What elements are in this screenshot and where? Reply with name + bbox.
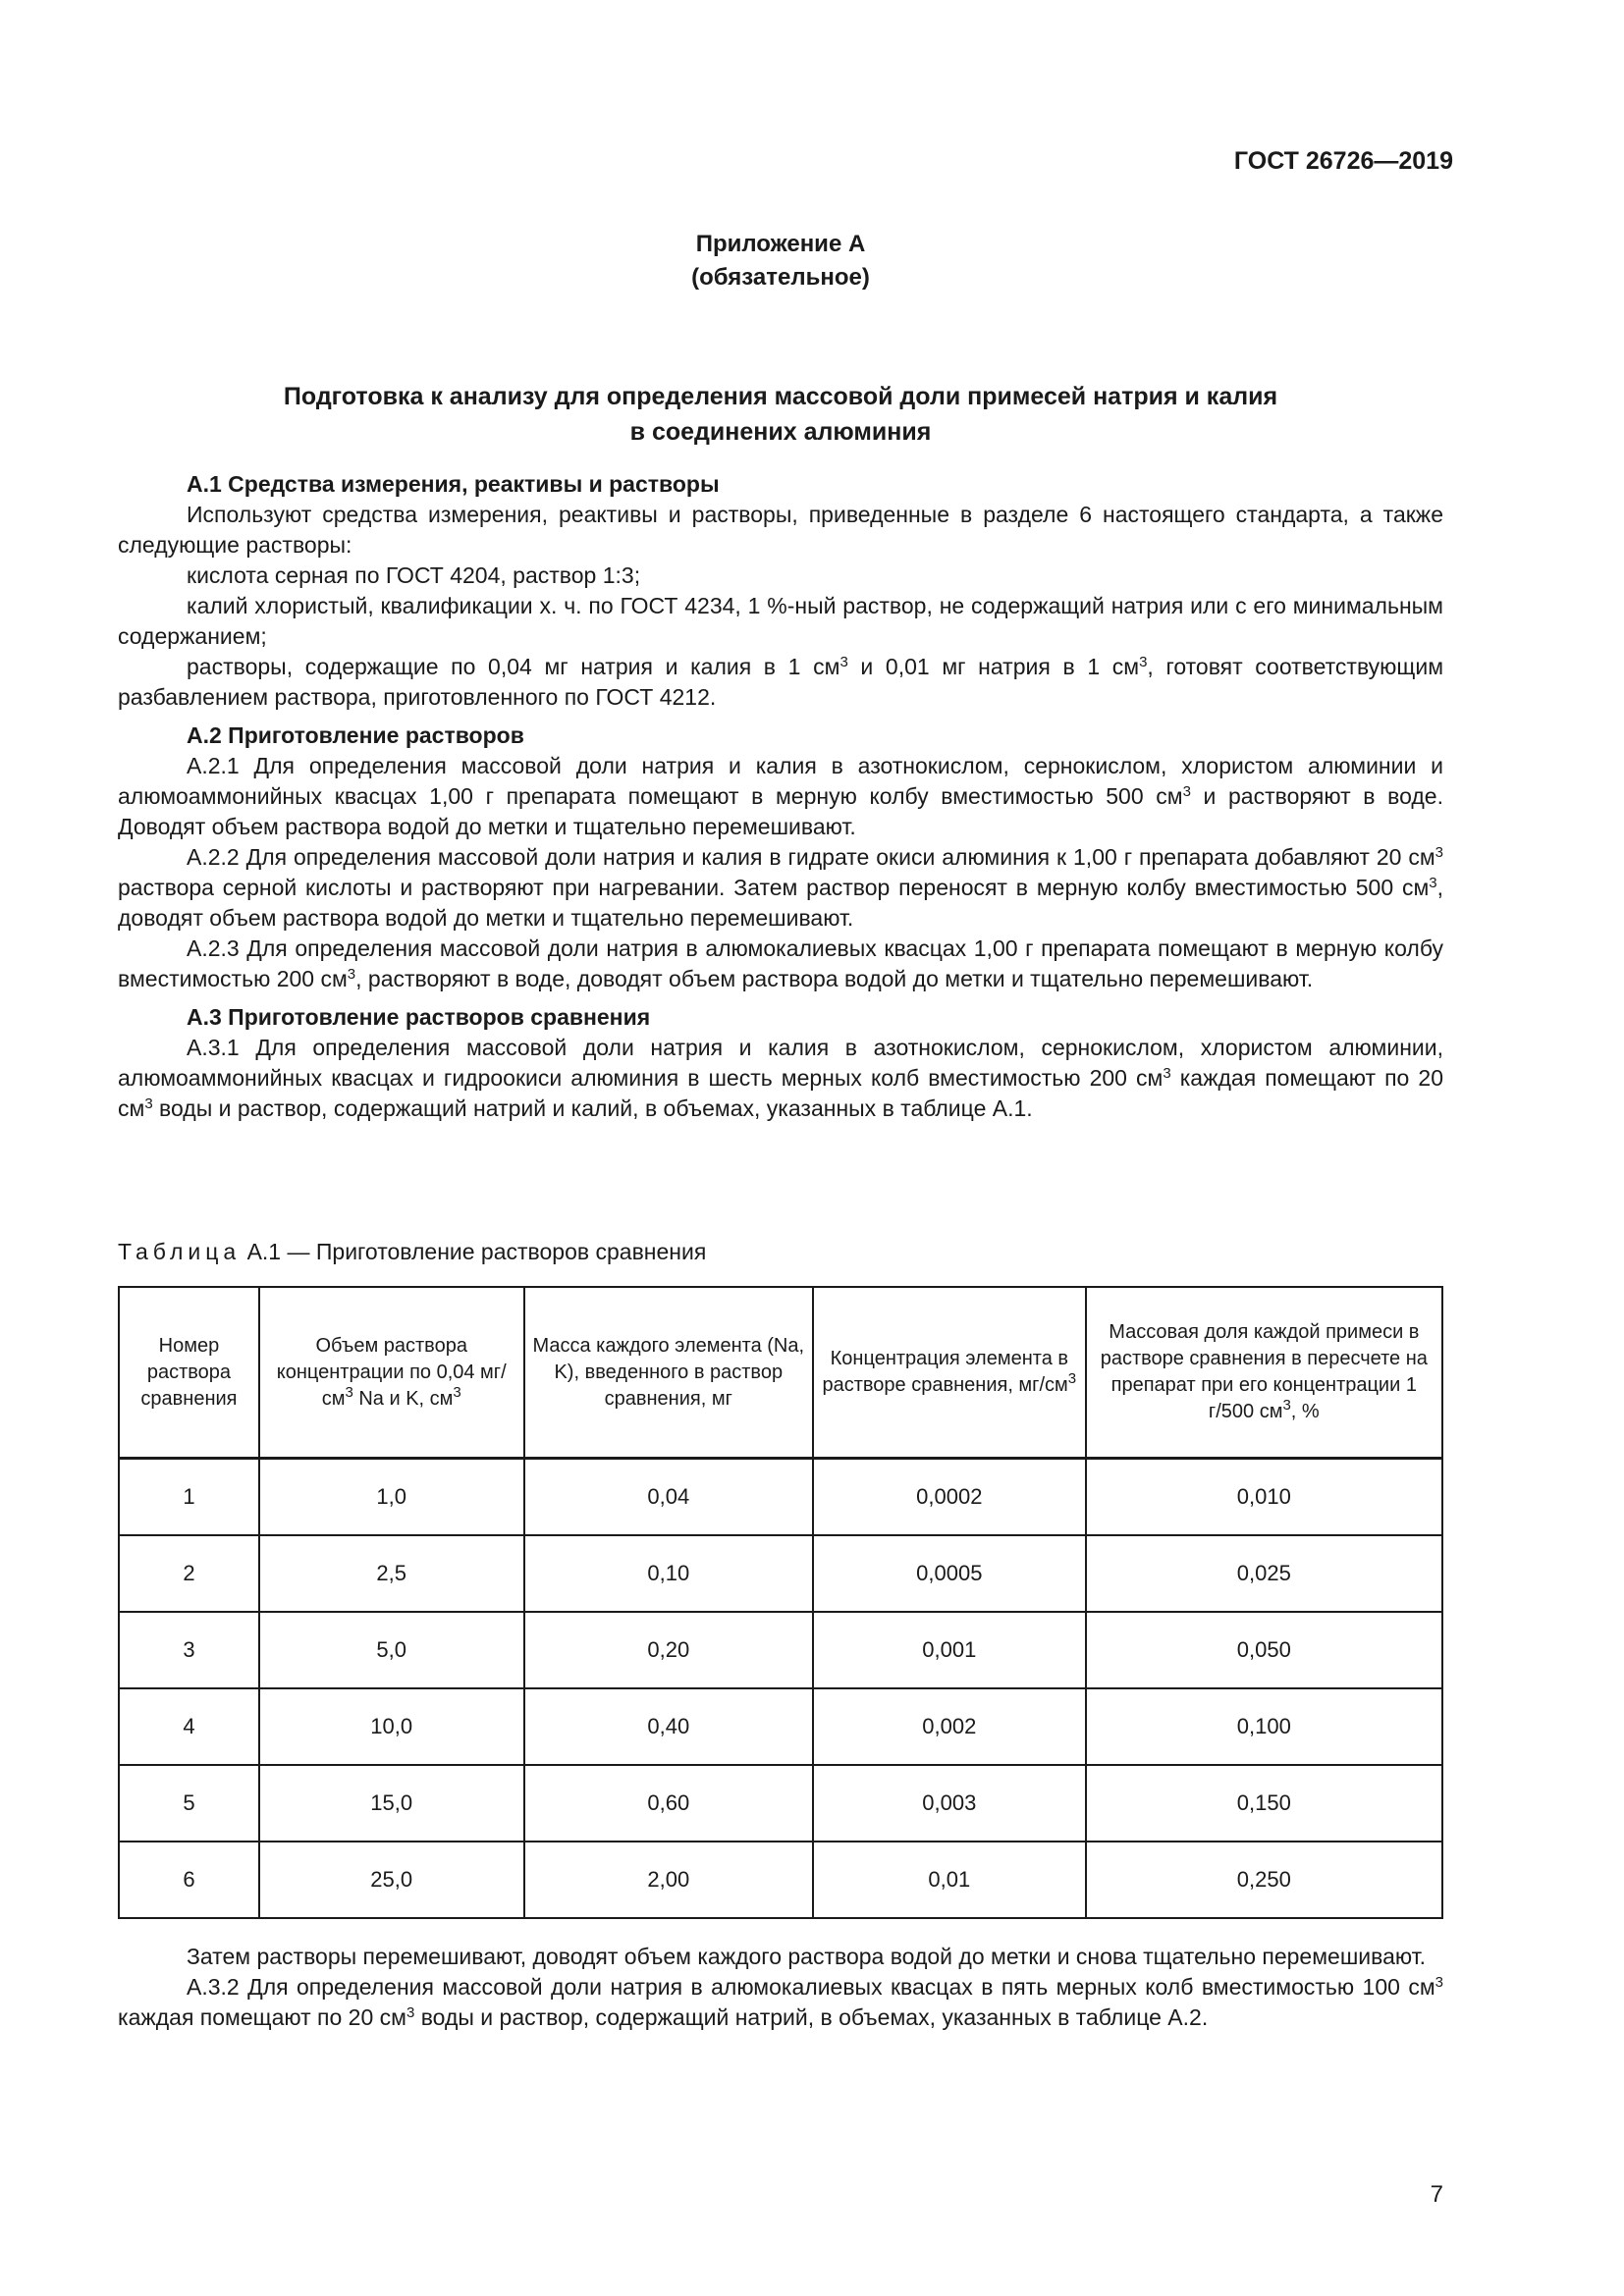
header-solution-volume: Объем раствора концентрации по 0,04 $мг/см^3$ Na и K, $см^3$ [259, 1287, 524, 1459]
a1-paragraph-3: калий хлористый, квалификации х. ч. по ГОСТ 4234, 1 %-ный раствор, не содержащий натрия или с его минимальным содержанием; [118, 593, 1443, 649]
section-title-line1: Подготовка к анализу для определения массовой доли примесей натрия и калия [283, 383, 1278, 410]
cell: 1,0 [259, 1459, 524, 1536]
cell: 0,0005 [813, 1535, 1086, 1612]
cell: 5 [119, 1765, 259, 1842]
table-caption: Таблица А.1 — Приготовление растворов сравнения [118, 1239, 707, 1264]
cell: 3 [119, 1612, 259, 1688]
header-element-mass: Масса каждого элемента (Na, K), введенного в раствор сравнения, мг [524, 1287, 813, 1459]
a2-paragraph-1: А.2.1 Для определения массовой доли натрия и калия в азотнокислом, сернокислом, хлористом алюминии и алюмоаммонийных квасцах 1,00 г препарата помещают в мерную колбу вместимостью 500 $см^3$ и растворяют в воде. Доводят объем раствора водой до метки и тщательно перемешивают. [118, 753, 1443, 839]
appendix-title: Приложение А [695, 231, 866, 257]
section-title [118, 379, 1443, 450]
cell: 0,60 [524, 1765, 813, 1842]
header-solution-number: Номер раствора сравнения [119, 1287, 259, 1459]
header-element-concentration: Концентрация элемента в растворе сравнения, $мг/см^3$ [813, 1287, 1086, 1459]
table-header-row [119, 1287, 1442, 1459]
a2-paragraph-3: А.2.3 Для определения массовой доли натрия в алюмокалиевых квасцах 1,00 г препарата помещают в мерную колбу вместимостью 200 $см^3$, растворяют в воде, доводят объем раствора водой до метки и тщательно перемешивают. [118, 935, 1443, 991]
cell: 4 [119, 1688, 259, 1765]
cell: 0,150 [1086, 1765, 1442, 1842]
a3-2-paragraph: А.3.2 Для определения массовой доли натрия в алюмокалиевых квасцах в пять мерных колб вместимостью 100 $см^3$ каждая помещают по 20 $см^3$ воды и раствор, содержащий натрий, в объемах, указанных в таблице А.2. [118, 1974, 1443, 2030]
table-row [119, 1459, 1442, 1536]
cell: 0,0002 [813, 1459, 1086, 1536]
cell: 0,01 [813, 1842, 1086, 1918]
after-table-paragraph-1: Затем растворы перемешивают, доводят объем каждого раствора водой до метки и снова тщательно перемешивают. [187, 1944, 1427, 1969]
cell: 0,100 [1086, 1688, 1442, 1765]
a1-paragraph-2: кислота серная по ГОСТ 4204, раствор 1:3; [187, 562, 641, 588]
a2-paragraph-2: А.2.2 Для определения массовой доли натрия и калия в гидрате окиси алюминия к 1,00 г препарата добавляют 20 $см^3$ раствора серной кислоты и растворяют при нагревании. Затем раствор переносят в мерную колбу вместимостью 500 $см^3$, доводят объем раствора водой до метки и тщательно перемешивают. [118, 844, 1443, 931]
cell: 0,010 [1086, 1459, 1442, 1536]
cell: 0,001 [813, 1612, 1086, 1688]
body-text-lower [118, 1942, 1443, 2033]
section-title-line2: в соединених алюминия [629, 418, 932, 446]
cell: 6 [119, 1842, 259, 1918]
cell: 2 [119, 1535, 259, 1612]
cell: 0,04 [524, 1459, 813, 1536]
body-text-upper [118, 469, 1443, 1124]
cell: 10,0 [259, 1688, 524, 1765]
table-row [119, 1688, 1442, 1765]
cell: 1 [119, 1459, 259, 1536]
page-number: 7 [1430, 2181, 1443, 2208]
table-row [119, 1765, 1442, 1842]
table-row [119, 1535, 1442, 1612]
appendix-heading [118, 228, 1443, 294]
document-code: ГОСТ 26726—2019 [1233, 147, 1453, 175]
cell: 0,40 [524, 1688, 813, 1765]
cell: 2,5 [259, 1535, 524, 1612]
a3-heading: А.3 Приготовление растворов сравнения [187, 1004, 651, 1030]
a1-paragraph-1: Используют средства измерения, реактивы и растворы, приведенные в разделе 6 настоящего стандарта, а также следующие растворы: [118, 502, 1443, 558]
cell: 5,0 [259, 1612, 524, 1688]
cell: 0,002 [813, 1688, 1086, 1765]
cell: 15,0 [259, 1765, 524, 1842]
cell: 0,050 [1086, 1612, 1442, 1688]
cell: 0,025 [1086, 1535, 1442, 1612]
table-row [119, 1842, 1442, 1918]
cell: 25,0 [259, 1842, 524, 1918]
a1-paragraph-4: растворы, содержащие по 0,04 мг натрия и калия в 1 $см^3$ и 0,01 мг натрия в 1 $см^3$, готовят соответствующим разбавлением раствора, приготовленного по ГОСТ 4212. [118, 654, 1444, 710]
a3-paragraph-1: А.3.1 Для определения массовой доли натрия и калия в азотнокислом, сернокислом, хлористом алюминии, алюмоаммонийных квасцах и гидроокиси алюминия в шесть мерных колб вместимостью 200 $см^3$ каждая помещают по 20 $см^3$ воды и раствор, содержащий натрий и калий, в объемах, указанных в таблице А.1. [118, 1035, 1443, 1121]
cell: 0,10 [524, 1535, 813, 1612]
table-a1 [118, 1286, 1443, 1919]
a1-heading: А.1 Средства измерения, реактивы и растворы [187, 471, 720, 497]
table-row [119, 1612, 1442, 1688]
header-mass-fraction: Массовая доля каждой примеси в растворе сравнения в пересчете на препарат при его концентрации 1 г/500 $см^3$, % [1086, 1287, 1442, 1459]
cell: 0,250 [1086, 1842, 1442, 1918]
a2-heading: А.2 Приготовление растворов [187, 722, 524, 748]
cell: 0,20 [524, 1612, 813, 1688]
appendix-status: (обязательное) [691, 264, 870, 291]
cell: 2,00 [524, 1842, 813, 1918]
cell: 0,003 [813, 1765, 1086, 1842]
